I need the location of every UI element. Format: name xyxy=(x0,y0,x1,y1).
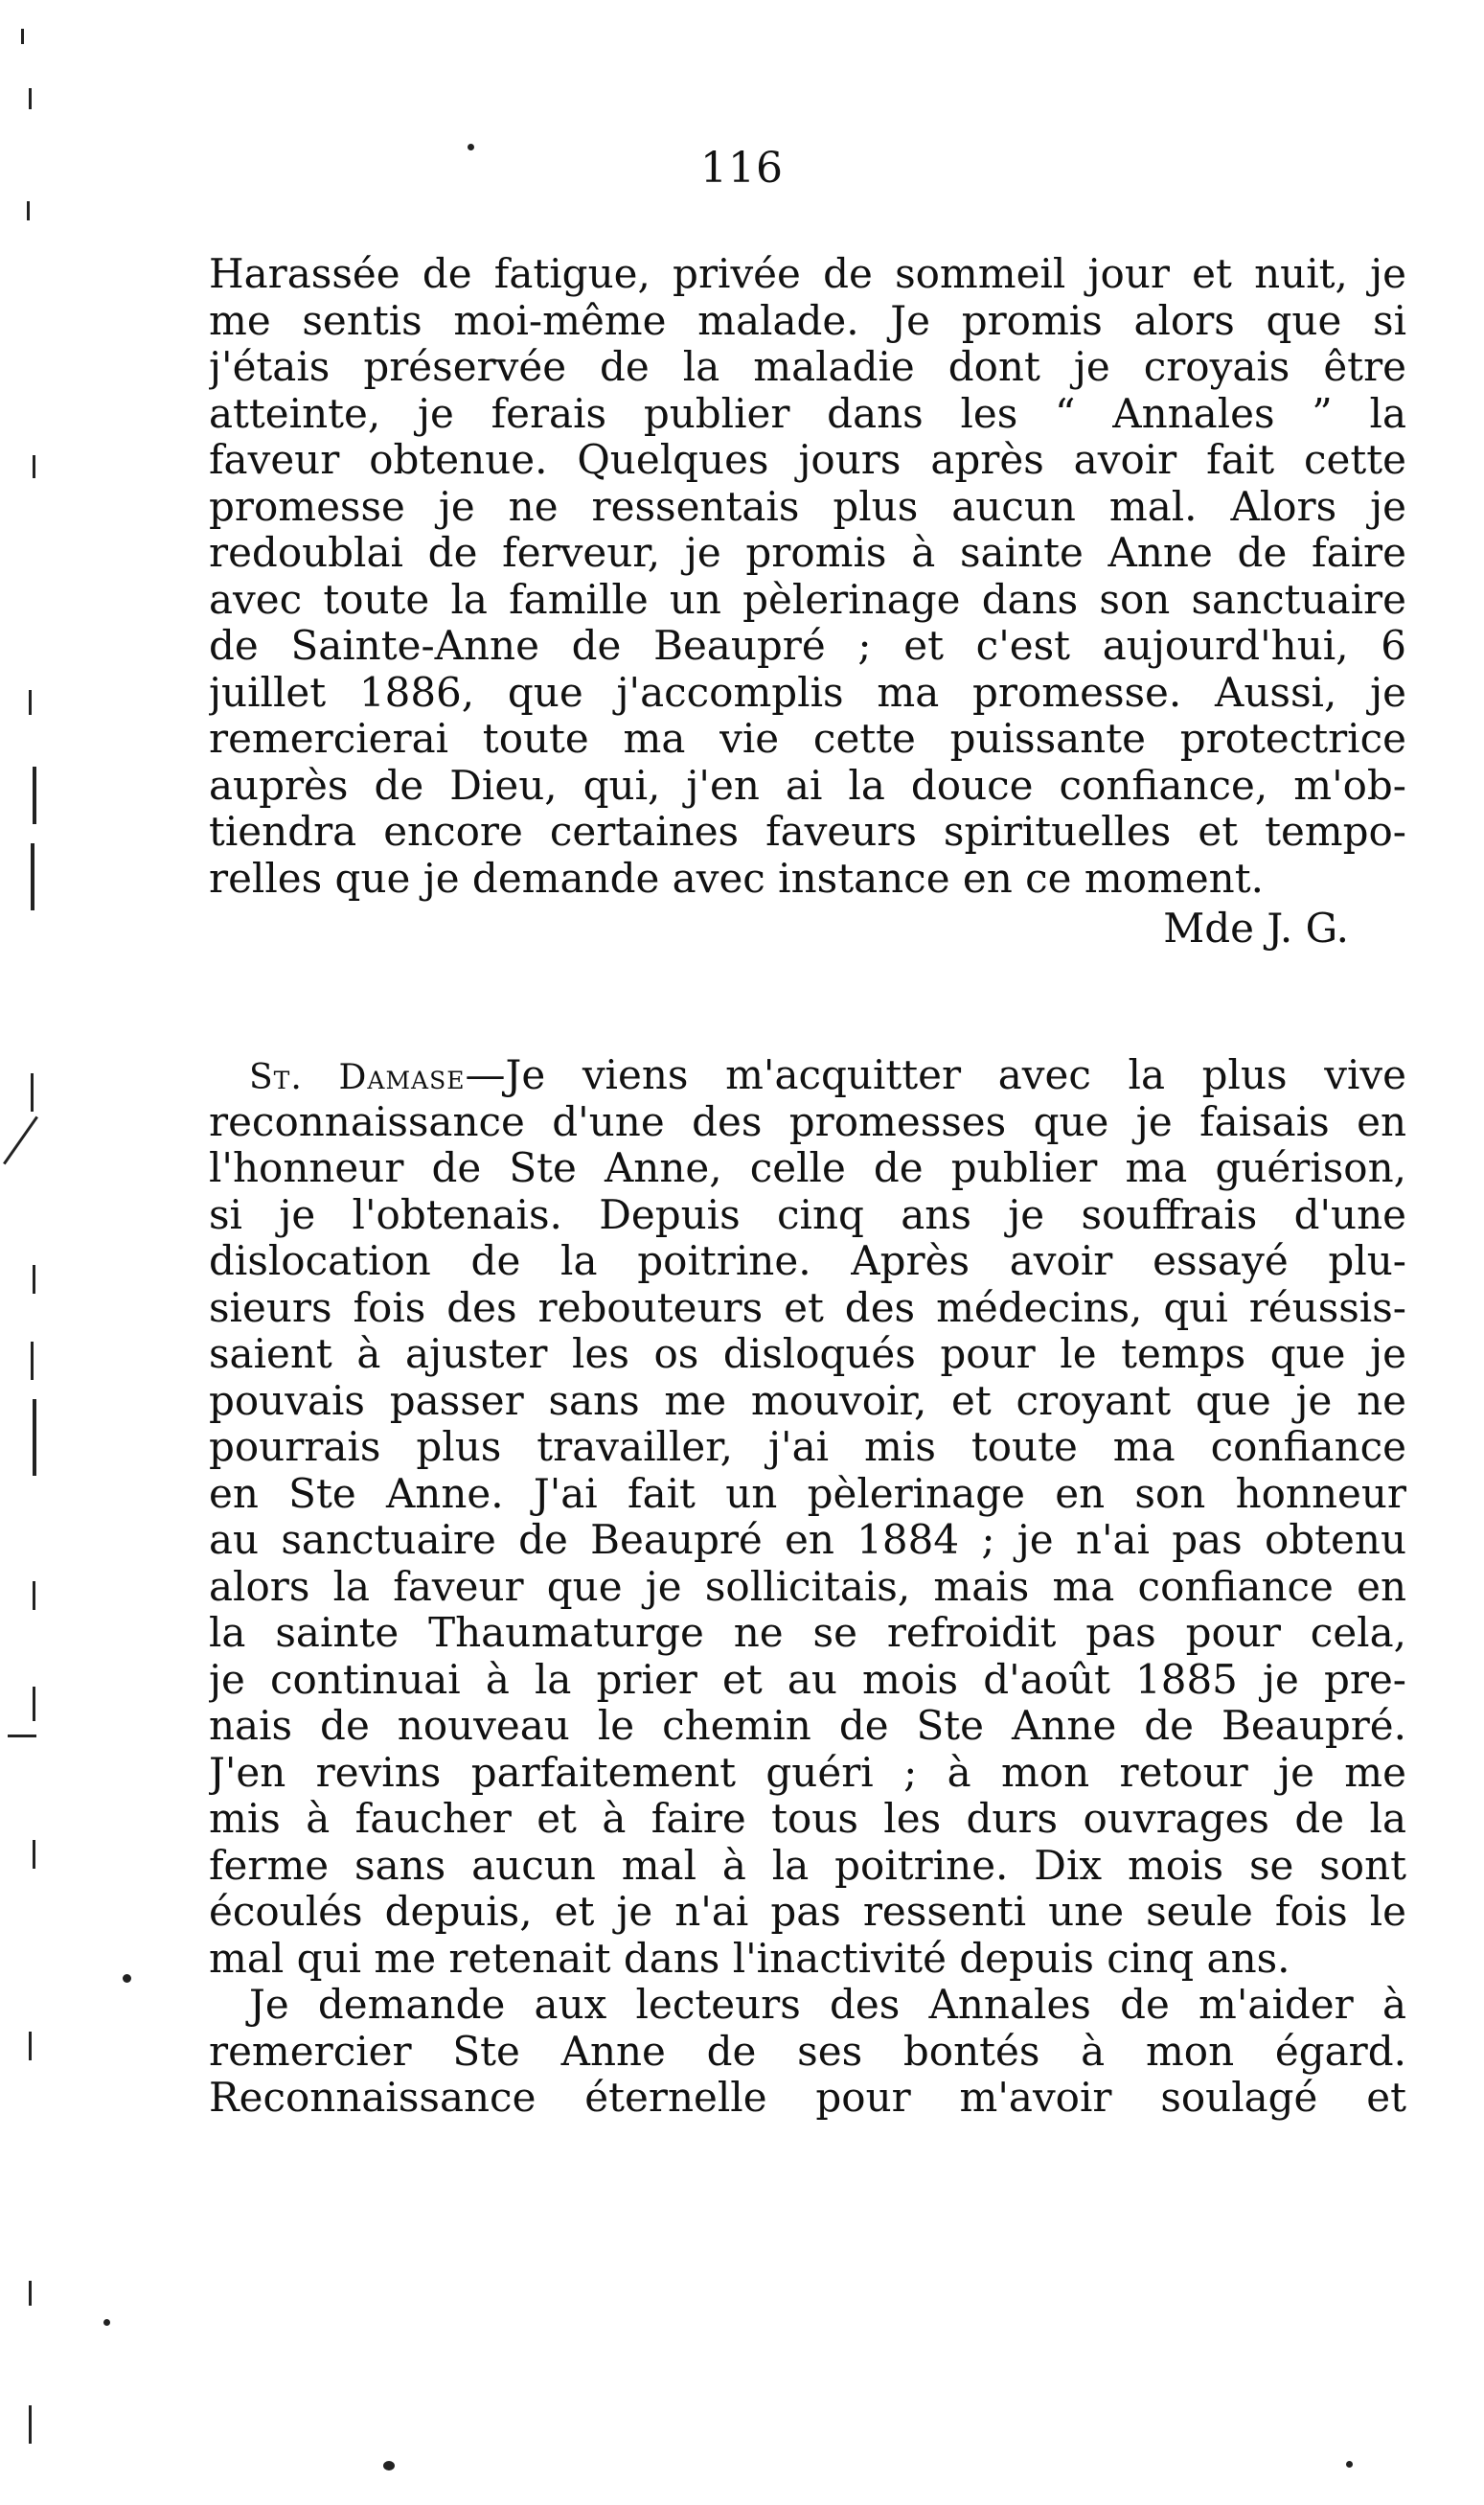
text-line: avec toute la famille un pèlerinage dans son sanctuaire xyxy=(209,576,1406,623)
text-line: la sainte Thaumaturge ne se refroidit pas pour cela, xyxy=(209,1610,1406,1656)
text-line: de Sainte-Anne de Beaupré ; et c'est aujourd'hui, 6 xyxy=(209,623,1406,669)
text-line: écoulés depuis, et je n'ai pas ressenti une seule fois le xyxy=(209,1889,1406,1935)
text-line: je continuai à la prier et au mois d'août 1885 je pre- xyxy=(209,1656,1406,1703)
testimony-paragraph-2 xyxy=(209,1052,1406,2122)
text-line: Reconnaissance éternelle pour m'avoir soulagé et xyxy=(209,2075,1406,2121)
text-line: reconnaissance d'une des promesses que je faisais en xyxy=(209,1098,1406,1145)
text-line: j'étais préservée de la maladie dont je croyais être xyxy=(209,344,1406,390)
text-line-first xyxy=(209,1052,1406,1099)
text-line: tiendra encore certaines faveurs spirituelles et tempo- xyxy=(209,809,1406,855)
ink-speck xyxy=(123,1974,131,1983)
text-line: remercier Ste Anne de ses bontés à mon égard. xyxy=(209,2028,1406,2075)
text-line: saient à ajuster les os disloqués pour le temps que je xyxy=(209,1331,1406,1377)
testimony-paragraph-1 xyxy=(209,251,1406,953)
text-line: l'honneur de Ste Anne, celle de publier ma guérison, xyxy=(209,1145,1406,1191)
ink-speck xyxy=(383,2461,395,2471)
text-line: J'en revins parfaitement guéri ; à mon retour je me xyxy=(209,1749,1406,1796)
text-line: me sentis moi-même malade. Je promis alors que si xyxy=(209,297,1406,344)
text-line: mal qui me retenait dans l'inactivité depuis cinq ans. xyxy=(209,1935,1290,1982)
text-line: juillet 1886, que j'accomplis ma promesse. Aussi, je xyxy=(209,669,1406,716)
text-line: Harassée de fatigue, privée de sommeil jour et nuit, je xyxy=(209,251,1406,297)
text-line: redoublai de ferveur, je promis à sainte Anne de faire xyxy=(209,530,1406,576)
text-line: en Ste Anne. J'ai fait un pèlerinage en son honneur xyxy=(209,1470,1406,1517)
left-margin-scan-marks xyxy=(0,0,57,2505)
text-line: atteinte, je ferais publier dans les “ Annales ” la xyxy=(209,390,1406,437)
ink-speck xyxy=(1346,2461,1353,2468)
text-line-rest: —Je viens m'acquitter avec la plus vive xyxy=(465,1052,1406,1098)
text-line: nais de nouveau le chemin de Ste Anne de Beaupré. xyxy=(209,1703,1406,1749)
text-line: relles que je demande avec instance en ce moment. xyxy=(209,855,1264,902)
text-line: remercierai toute ma vie cette puissante protectrice xyxy=(209,716,1406,762)
text-line: si je l'obtenais. Depuis cinq ans je souffrais d'une xyxy=(209,1191,1406,1238)
text-line: pourrais plus travailler, j'ai mis toute ma confiance xyxy=(209,1424,1406,1470)
text-line: promesse je ne ressentais plus aucun mal. Alors je xyxy=(209,483,1406,530)
text-line: dislocation de la poitrine. Après avoir essayé plu- xyxy=(209,1238,1406,1284)
ink-speck xyxy=(103,2319,110,2326)
signature: Mde J. G. xyxy=(1163,905,1349,952)
text-line: faveur obtenue. Quelques jours après avoir fait cette xyxy=(209,437,1406,483)
place-name: St. Damase xyxy=(249,1058,466,1097)
text-line: alors la faveur que je sollicitais, mais ma confiance en xyxy=(209,1563,1406,1610)
text-line: sieurs fois des rebouteurs et des médecins, qui réussis- xyxy=(209,1284,1406,1331)
text-line: Je demande aux lecteurs des Annales de m'aider à xyxy=(249,1982,1406,2028)
text-line: auprès de Dieu, qui, j'en ai la douce confiance, m'ob- xyxy=(209,762,1406,809)
page-number: 116 xyxy=(700,144,784,193)
text-line: au sanctuaire de Beaupré en 1884 ; je n'ai pas obtenu xyxy=(209,1517,1406,1563)
text-line: pouvais passer sans me mouvoir, et croyant que je ne xyxy=(209,1377,1406,1424)
text-line: mis à faucher et à faire tous les durs ouvrages de la xyxy=(209,1796,1406,1842)
text-line: ferme sans aucun mal à la poitrine. Dix mois se sont xyxy=(209,1842,1406,1889)
